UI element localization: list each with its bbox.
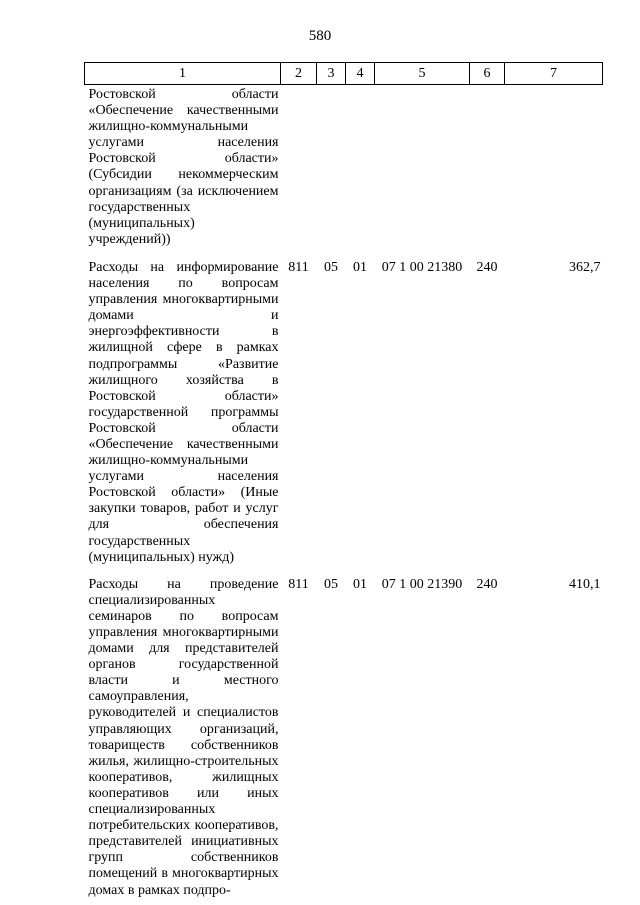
expense-type-code: [470, 85, 505, 258]
section-code: 05: [324, 576, 338, 592]
expense-type-code: 240: [476, 576, 498, 592]
ministry-code: [281, 85, 317, 258]
column-header: 7: [505, 63, 603, 85]
table-header-row: [85, 63, 603, 85]
amount: [505, 85, 603, 258]
subsection-code: [346, 85, 375, 258]
ministry-code: 811: [288, 259, 309, 275]
row-description: Расходы на проведение специализированных семинаров по вопросам управления многоквартирными домами для представителей органов государственной власти и местного самоуправления, руководителей и специалистов управляющих организаций, товариществ собственников жилья, жилищно-строительных кооперативов, жилищных кооперативов или иных специализированных потребительских кооперативов, представителей инициативных групп собственников помещений в многоквартирных домах в рамках подпро-: [88, 576, 279, 898]
row-description: Ростовской области «Обеспечение качественными жилищно-коммунальными услугами населения Ростовской области» (Субсидии некоммерческим организациям (за исключением государственных (муниципальных) учреждений)): [88, 87, 279, 247]
amount: 410,1: [569, 576, 601, 592]
budget-table: [84, 62, 603, 899]
expense-type-code: 240: [476, 259, 498, 275]
table-row: [85, 575, 603, 899]
section-code: 05: [324, 259, 338, 275]
amount: 362,7: [569, 259, 601, 275]
table-row: [85, 85, 603, 258]
section-code: [317, 85, 346, 258]
column-header: 6: [470, 63, 505, 85]
column-header: 5: [375, 63, 470, 85]
page-number: 580: [308, 28, 332, 44]
row-description: Расходы на информирование населения по вопросам управления многоквартирными домами и энергоэффективности в жилищной сфере в рамках подпрограммы «Развитие жилищного хозяйства в Ростовской области» государственной программы Ростовской области «Обеспечение качественными жилищно-коммунальными услугами населения Ростовской области» (Иные закупки товаров, работ и услуг для обеспечения государственных (муниципальных) нужд): [88, 259, 279, 565]
target-article-code: 07 1 00 21390: [381, 576, 463, 592]
target-article-code: [375, 85, 470, 258]
column-header: 1: [85, 63, 281, 85]
ministry-code: 811: [288, 576, 309, 592]
column-header: 2: [281, 63, 317, 85]
target-article-code: 07 1 00 21380: [381, 259, 463, 275]
column-header: 3: [317, 63, 346, 85]
column-header: 4: [346, 63, 375, 85]
table-row: [85, 258, 603, 575]
subsection-code: 01: [353, 576, 367, 592]
subsection-code: 01: [353, 259, 367, 275]
